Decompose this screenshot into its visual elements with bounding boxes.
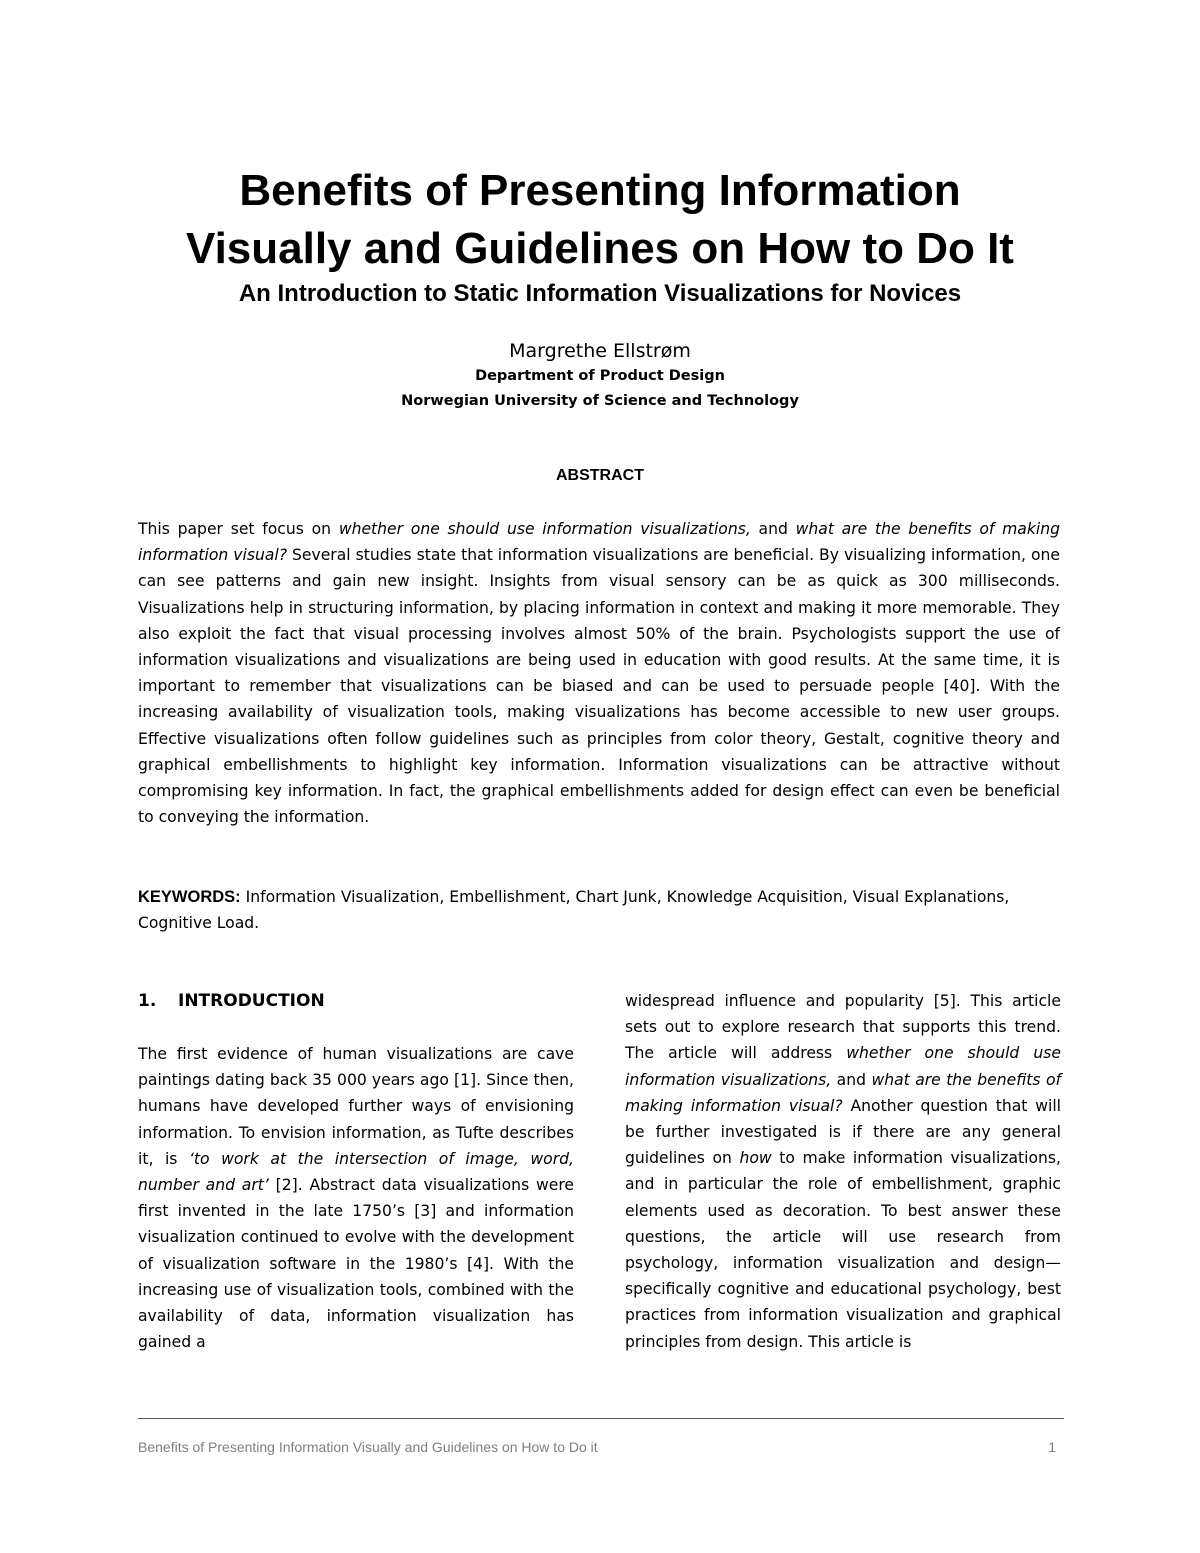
intro-right-text-1: widespread influence and popularity [5]. This article sets out to explore research that supports this trend. The article will address — [625, 992, 1061, 1063]
abstract-question-2: what are the benefits of making information visual? — [138, 520, 1060, 565]
abstract-heading: ABSTRACT — [556, 467, 644, 484]
abstract-body — [138, 516, 1060, 830]
title-line-1: Benefits of Presenting Information — [239, 166, 961, 215]
intro-right-text-2: and — [831, 1070, 872, 1089]
keywords-label: KEYWORDS: — [138, 888, 241, 906]
tufte-quote: ‘to work at the intersection of image, word, number and art’ — [138, 1149, 574, 1195]
paper-subtitle: An Introduction to Static Information Visualizations for Novices — [238, 280, 962, 307]
intro-right-text-4: to make information visualizations, and in particular the role of embellishment, graphic elements used as decoration. To best answer these questions, the article will use research from psychology, information visualization and design—specifically cognitive and educational psychology, best practices from information visualization and graphical principles from design. This article is — [625, 1149, 1061, 1351]
section-title: INTRODUCTION — [178, 991, 325, 1011]
title-line-2: Visually and Guidelines on How to Do It — [186, 224, 1014, 273]
page-number: 1 — [1048, 1439, 1056, 1455]
intro-right-emphasis-how: how — [739, 1149, 772, 1168]
intro-left-text-1: The first evidence of human visualizations are cave paintings dating back 35 000 years ago [1]. Since then, humans have developed further ways of envisioning information. To envision information, as Tufte describes it, is — [138, 1045, 574, 1168]
footer-divider — [138, 1418, 1064, 1419]
column-left — [138, 1041, 574, 1355]
abstract-text-3: Several studies state that information visualizations are beneficial. By visualizing information, one can see patterns and gain new insight. Insights from visual sensory can be as quick as 300 milliseconds. Visualizations help in structuring information, by placing information in context and making it more memorable. They also exploit the fact that visual processing involves almost 50% of the brain. Psychologists support the use of information visualizations and visualizations are being used in education with good results. At the same time, it is important to remember that visualizations can be biased and can be used to persuade people [40]. With the increasing availability of visualization tools, making visualizations has become accessible to new user groups. Effective visualizations often follow guidelines such as principles from color theory, Gestalt, cognitive theory and graphical embellishments to highlight key information. Information visualizations can be attractive without compromising key information. In fact, the graphical embellishments added for design effect can even be beneficial to conveying the information. — [138, 546, 1060, 827]
keywords-list: Information Visualization, Embellishment, Chart Junk, Knowledge Acquisition, Visual Explanations, Cognitive Load. — [138, 888, 1010, 933]
intro-left-text-2: [2]. Abstract data visualizations were first invented in the late 1750’s [3] and information visualization continued to evolve with the development of visualization software in the 1980’s [4]. With the increasing use of visualization tools, combined with the availability of data, information visualization has gained a — [138, 1176, 574, 1352]
abstract-text-1: This paper set focus on — [138, 520, 339, 538]
footer-running-title: Benefits of Presenting Information Visually and Guidelines on How to Do it — [138, 1439, 598, 1455]
section-heading-introduction — [138, 988, 325, 1014]
intro-right-question-1: whether one should use information visualizations, — [625, 1044, 1061, 1089]
author-name: Margrethe Ellstrøm — [509, 340, 691, 362]
column-right — [625, 988, 1061, 1355]
section-number: 1. — [138, 991, 157, 1011]
author-department: Department of Product Design — [475, 368, 725, 384]
keywords — [138, 884, 1060, 936]
abstract-text-2: and — [750, 520, 796, 538]
intro-paragraph-left — [138, 1041, 574, 1355]
intro-paragraph-right — [625, 988, 1061, 1355]
paper-title — [100, 162, 1100, 278]
intro-right-text-3: Another question that will be further investigated is if there are any general guidelines on — [625, 1096, 1061, 1168]
intro-right-question-2: what are the benefits of making information visual? — [625, 1070, 1061, 1115]
author-university: Norwegian University of Science and Technology — [401, 393, 799, 409]
abstract-question-1: whether one should use information visualizations, — [338, 520, 751, 538]
